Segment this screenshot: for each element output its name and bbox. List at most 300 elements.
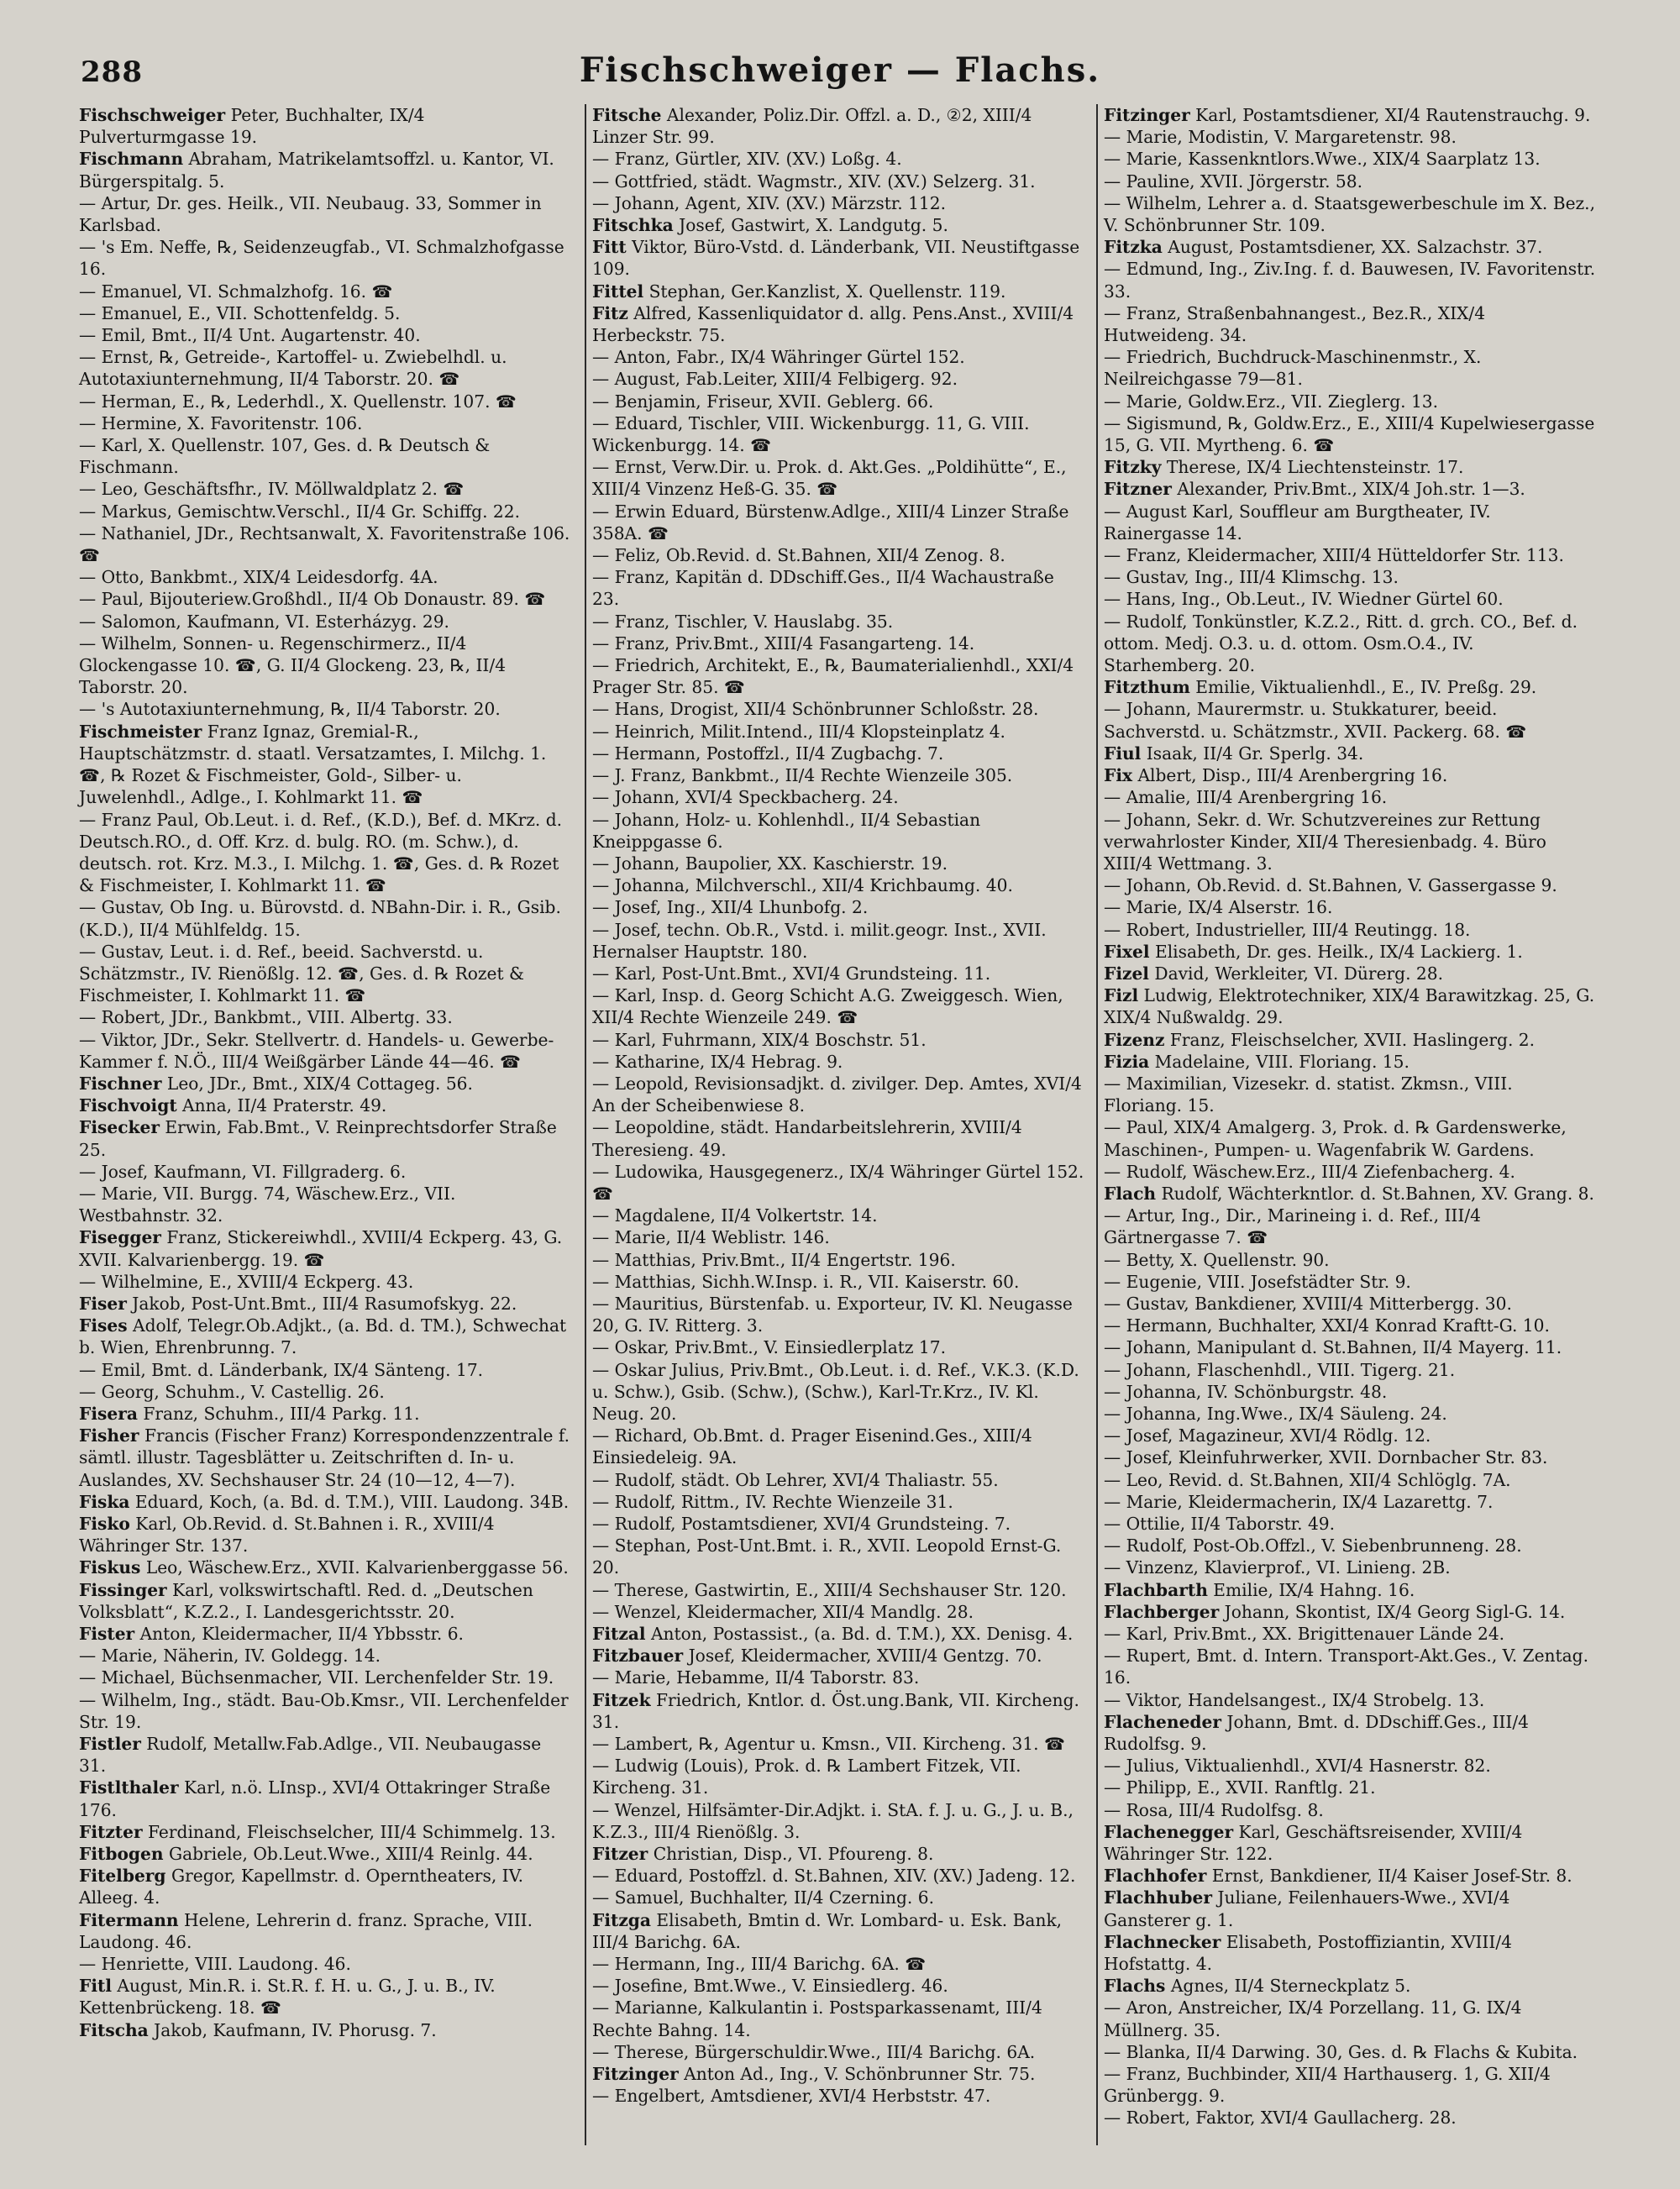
entry-text: Johann, Skontist, IX/4 Georg Sigl-G. 14. xyxy=(1219,1601,1566,1622)
entry-surname: Flachnecker xyxy=(1104,1931,1221,1952)
directory-entry xyxy=(1104,1513,1596,1535)
directory-entry xyxy=(79,1381,571,1403)
directory-entry xyxy=(79,1073,571,1094)
directory-entry xyxy=(592,786,1084,808)
entry-text: — Hermine, X. Favoritenstr. 106. xyxy=(79,412,363,433)
entry-text: — Friedrich, Buchdruck-Maschinenmstr., X. Neilreichgasse 79—81. xyxy=(1104,347,1482,390)
directory-entry xyxy=(79,1909,571,1953)
entry-text: — Rudolf, Post-Ob.Offzl., V. Siebenbrunneng. 28. xyxy=(1104,1535,1522,1556)
directory-entry xyxy=(592,1161,1084,1205)
entry-text: — Vinzenz, Klavierprof., VI. Linieng. 2B. xyxy=(1104,1557,1451,1578)
entry-text: Franz, Stickereiwhdl., XVIII/4 Eckperg. 43, G. XVII. Kalvarienbergg. 19. ☎ xyxy=(79,1227,563,1270)
entry-text: Therese, IX/4 Liechtensteinstr. 17. xyxy=(1161,457,1464,478)
directory-entry xyxy=(592,1645,1084,1667)
directory-entry xyxy=(1104,2041,1596,2063)
directory-entry xyxy=(592,2041,1084,2063)
entry-surname: Fisher xyxy=(79,1425,139,1446)
entry-text: Elisabeth, Bmtin d. Wr. Lombard- u. Esk. Bank, III/4 Barichg. 6A. xyxy=(592,1909,1063,1952)
directory-entry xyxy=(1104,1315,1596,1336)
entry-text: Karl, Geschäftsreisender, XVIII/4 Währinger Str. 122. xyxy=(1104,1821,1523,1865)
entry-text: — Otto, Bankbmt., XIX/4 Leidesdorfg. 4A. xyxy=(79,567,438,588)
entry-text: — Ludwig (Louis), Prok. d. ℞ Lambert Fitzek, VII. Kircheng. 31. xyxy=(592,1756,1021,1798)
entry-text: Alexander, Priv.Bmt., XIX/4 Joh.str. 1—3. xyxy=(1171,479,1525,500)
entry-text: — Ernst, ℞, Getreide-, Kartoffel- u. Zwiebelhdl. u. Autotaxiunternehmung, II/4 Taborstr. 20. ☎ xyxy=(79,347,507,390)
entry-text: Ernst, Bankdiener, II/4 Kaiser Josef-Str. 8. xyxy=(1206,1866,1572,1887)
directory-entry xyxy=(1104,412,1596,456)
directory-entry xyxy=(1104,1711,1596,1755)
directory-entry xyxy=(592,1359,1084,1425)
entry-text: Stephan, Ger.Kanzlist, X. Quellenstr. 119. xyxy=(643,281,1006,302)
entry-text: — Oskar Julius, Priv.Bmt., Ob.Leut. i. d. Ref., V.K.3. (K.D. u. Schw.), Gsib. (Schw.), (Schw.), Karl-Tr.Krz., IV. Kl. Neug. 20. xyxy=(592,1359,1079,1424)
directory-entry xyxy=(1104,984,1596,1028)
directory-entry xyxy=(1104,1293,1596,1315)
directory-entry xyxy=(1104,148,1596,170)
entry-text: — Karl, Priv.Bmt., XX. Brigittenauer Lände 24. xyxy=(1104,1624,1505,1645)
entry-text: — Johann, Maurermstr. u. Stukkaturer, beeid. Sachverstd. u. Schätzmstr., XVII. Packerg. 68. ☎ xyxy=(1104,699,1527,742)
entry-text: — Ludowika, Hausgegenerz., IX/4 Währinger Gürtel 152. ☎ xyxy=(592,1161,1084,1204)
entry-surname: Fitsche xyxy=(592,105,662,125)
entry-text: — Karl, Fuhrmann, XIX/4 Boschstr. 51. xyxy=(592,1029,927,1050)
entry-surname: Fistlthaler xyxy=(79,1777,179,1798)
directory-entry xyxy=(592,1865,1084,1887)
entry-text: Alfred, Kassenliquidator d. allg. Pens.Anst., XVIII/4 Herbeckstr. 75. xyxy=(592,302,1074,346)
entry-text: — Gottfried, städt. Wagmstr., XIV. (XV.) Selzerg. 31. xyxy=(592,171,1036,192)
entry-text: — Henriette, VIII. Laudong. 46. xyxy=(79,1954,351,1975)
directory-entry xyxy=(79,346,571,390)
entry-text: — Erwin Eduard, Bürstenw.Adlge., XIII/4 Linzer Straße 358A. ☎ xyxy=(592,501,1069,543)
directory-entry xyxy=(592,1513,1084,1535)
directory-entry xyxy=(79,434,571,478)
entry-text: — Viktor, JDr., Sekr. Stellvertr. d. Handels- u. Gewerbe-Kammer f. N.Ö., III/4 Weißgärber Lände 44—46. ☎ xyxy=(79,1029,554,1072)
entry-surname: Fizenz xyxy=(1104,1029,1165,1050)
directory-column-3 xyxy=(1104,104,1596,2129)
directory-entry xyxy=(592,1205,1084,1226)
directory-entry xyxy=(1104,236,1596,258)
entry-text: — Gustav, Ob Ing. u. Bürovstd. d. NBahn-Dir. i. R., Gsib. (K.D.), II/4 Mühlfeldg. 15. xyxy=(79,897,561,940)
directory-entry xyxy=(1104,676,1596,698)
directory-entry xyxy=(1104,1073,1596,1116)
directory-entry xyxy=(79,1293,571,1315)
directory-entry xyxy=(1104,566,1596,588)
directory-column-1 xyxy=(79,104,571,2041)
entry-text: — Franz, Buchbinder, XII/4 Harthauserg. 1, G. XII/4 Grünbergg. 9. xyxy=(1104,2064,1551,2107)
entry-text: — Therese, Gastwirtin, E., XIII/4 Sechshauser Str. 120. xyxy=(592,1579,1067,1600)
entry-text: — Aron, Anstreicher, IX/4 Porzellang. 11, G. IX/4 Müllnerg. 35. xyxy=(1104,1997,1522,2040)
directory-entry xyxy=(592,104,1084,148)
directory-entry xyxy=(592,456,1084,500)
directory-entry xyxy=(592,302,1084,346)
directory-entry xyxy=(1104,1931,1596,1975)
entry-text: — Edmund, Ing., Ziv.Ing. f. d. Bauwesen, IV. Favoritenstr. 33. xyxy=(1104,259,1596,302)
directory-entry xyxy=(592,1051,1084,1073)
entry-text: — Franz, Priv.Bmt., XIII/4 Fasangarteng. 14. xyxy=(592,633,975,654)
directory-entry xyxy=(1104,1579,1596,1601)
running-head: Fischschweiger — Flachs. xyxy=(579,50,1101,90)
directory-entry xyxy=(1104,1623,1596,1645)
directory-entry xyxy=(592,1843,1084,1865)
entry-text: Anna, II/4 Praterstr. 49. xyxy=(176,1095,387,1116)
entry-surname: Fischschweiger xyxy=(79,105,226,125)
entry-text: — Wilhelmine, E., XVIII/4 Eckperg. 43. xyxy=(79,1271,414,1292)
directory-entry xyxy=(592,1975,1084,1997)
entry-surname: Fitt xyxy=(592,237,627,258)
directory-entry xyxy=(592,896,1084,918)
directory-entry xyxy=(592,1073,1084,1116)
directory-entry xyxy=(79,1094,571,1116)
directory-entry xyxy=(79,633,571,699)
entry-text: Ludwig, Elektrotechniker, XIX/4 Barawitzkag. 25, G. XIX/4 Nußwaldg. 29. xyxy=(1104,985,1595,1028)
entry-surname: Fix xyxy=(1104,765,1133,786)
entry-text: — Rudolf, Tonkünstler, K.Z.2., Ritt. d. grch. CO., Bef. d. ottom. Medj. O.3. u. d. ottom. Osm.O.4., IV. Starhemberg. 20. xyxy=(1104,611,1578,676)
entry-text: — Emil, Bmt. d. Länderbank, IX/4 Sänteng. 17. xyxy=(79,1359,484,1380)
directory-entry xyxy=(79,1513,571,1556)
directory-entry xyxy=(1104,786,1596,808)
entry-text: — Emanuel, VI. Schmalzhofg. 16. ☎ xyxy=(79,281,393,302)
entry-surname: Fissinger xyxy=(79,1579,167,1600)
directory-entry xyxy=(1104,2063,1596,2107)
directory-entry xyxy=(79,1821,571,1843)
directory-entry xyxy=(1104,302,1596,346)
directory-entry xyxy=(79,1865,571,1908)
directory-entry xyxy=(592,501,1084,544)
directory-entry xyxy=(1104,258,1596,302)
entry-surname: Fizl xyxy=(1104,985,1139,1006)
directory-entry xyxy=(79,896,571,940)
entry-text: Karl, Ob.Revid. d. St.Bahnen i. R., XVIII/4 Währinger Str. 137. xyxy=(79,1514,495,1556)
entry-text: Leo, Wäschew.Erz., XVII. Kalvarienberggasse 56. xyxy=(140,1557,569,1578)
directory-entry xyxy=(592,1491,1084,1513)
directory-entry xyxy=(592,853,1084,874)
entry-text: Helene, Lehrerin d. franz. Sprache, VIII. Laudong. 46. xyxy=(79,1909,533,1952)
entry-text: — Hermann, Ing., III/4 Barichg. 6A. ☎ xyxy=(592,1954,927,1975)
entry-text: — Karl, X. Quellenstr. 107, Ges. d. ℞ Deutsch & Fischmann. xyxy=(79,435,491,478)
entry-text: — Gustav, Leut. i. d. Ref., beeid. Sachverstd. u. Schätzmstr., IV. Rienößlg. 12. ☎, Ges. d. ℞ Rozet & Fischmeister, I. Kohlmarkt 11. ☎ xyxy=(79,941,525,1006)
directory-entry xyxy=(1104,126,1596,148)
directory-entry xyxy=(592,1953,1084,1975)
directory-entry xyxy=(592,1226,1084,1248)
directory-entry xyxy=(592,2085,1084,2107)
entry-text: — Wenzel, Kleidermacher, XII/4 Mandlg. 28. xyxy=(592,1601,974,1622)
directory-entry xyxy=(79,1359,571,1381)
entry-text: Gabriele, Ob.Leut.Wwe., XIII/4 Reinlg. 44. xyxy=(163,1844,533,1865)
entry-surname: Fitelberg xyxy=(79,1866,166,1887)
directory-entry xyxy=(592,1755,1084,1798)
entry-surname: Fizia xyxy=(1104,1051,1150,1072)
directory-entry xyxy=(592,1425,1084,1468)
entry-surname: Flachhuber xyxy=(1104,1887,1213,1908)
directory-entry xyxy=(79,1667,571,1688)
directory-entry xyxy=(592,743,1084,764)
directory-entry xyxy=(1104,896,1596,918)
entry-surname: Fitzek xyxy=(592,1689,651,1710)
entry-text: — Emil, Bmt., II/4 Unt. Augartenstr. 40. xyxy=(79,325,421,346)
directory-entry xyxy=(79,236,571,280)
directory-entry xyxy=(1104,941,1596,963)
directory-entry xyxy=(1104,743,1596,764)
entry-surname: Fitz xyxy=(592,302,628,323)
entry-text: Elisabeth, Postoffiziantin, XVIII/4 Hofstattg. 4. xyxy=(1104,1931,1513,1975)
entry-surname: Flachhofer xyxy=(1104,1866,1207,1887)
directory-entry xyxy=(1104,1425,1596,1446)
directory-entry xyxy=(592,412,1084,456)
entry-text: Agnes, II/4 Sterneckplatz 5. xyxy=(1165,1976,1411,1997)
column-divider xyxy=(585,104,586,2145)
directory-entry xyxy=(79,1556,571,1578)
directory-entry xyxy=(592,192,1084,214)
directory-entry xyxy=(592,874,1084,896)
directory-entry xyxy=(1104,1205,1596,1248)
directory-entry xyxy=(592,698,1084,720)
directory-entry xyxy=(1104,501,1596,544)
directory-entry xyxy=(1104,391,1596,412)
entry-text: — Benjamin, Friseur, XVII. Geblerg. 66. xyxy=(592,391,934,412)
entry-text: Peter, Buchhalter, IX/4 Pulverturmgasse 19. xyxy=(79,105,425,148)
entry-text: — Gustav, Ing., III/4 Klimschg. 13. xyxy=(1104,567,1399,588)
directory-entry xyxy=(592,1997,1084,2040)
entry-surname: Fischvoigt xyxy=(79,1095,177,1116)
entry-surname: Fixel xyxy=(1104,941,1150,962)
directory-entry xyxy=(592,1293,1084,1336)
entry-text: — Rosa, III/4 Rudolfsg. 8. xyxy=(1104,1799,1324,1820)
entry-text: — Rudolf, Wäschew.Erz., III/4 Ziefenbacherg. 4. xyxy=(1104,1161,1515,1182)
entry-text: Elisabeth, Dr. ges. Heilk., IX/4 Lackierg. 1. xyxy=(1149,941,1523,962)
entry-text: Karl, Postamtsdiener, XI/4 Rautenstrauchg. 9. xyxy=(1189,105,1591,125)
entry-text: — Karl, Post-Unt.Bmt., XVI/4 Grundsteing. 11. xyxy=(592,963,991,984)
entry-text: Franz Ignaz, Gremial-R., Hauptschätzmstr. d. staatl. Versatzamtes, I. Milchg. 1. ☎, ℞ Rozet & Fischmeister, Gold-, Silber- u. Juwelenhdl., Adlge., I. Kohlmarkt 11. ☎ xyxy=(79,721,547,808)
directory-entry xyxy=(79,104,571,148)
entry-text: — Marie, IX/4 Alserstr. 16. xyxy=(1104,897,1333,918)
directory-entry xyxy=(592,346,1084,368)
entry-text: — Lambert, ℞, Agentur u. Kmsn., VII. Kircheng. 31. ☎ xyxy=(592,1734,1066,1755)
directory-entry xyxy=(1104,1601,1596,1623)
entry-text: Ferdinand, Fleischselcher, III/4 Schimmelg. 13. xyxy=(142,1821,556,1842)
entry-text: Isaak, II/4 Gr. Sperlg. 34. xyxy=(1141,743,1364,764)
entry-text: Franz, Schuhm., III/4 Parkg. 11. xyxy=(137,1403,420,1424)
entry-text: — Josef, techn. Ob.R., Vstd. i. milit.geogr. Inst., XVII. Hernalser Hauptstr. 180. xyxy=(592,919,1047,962)
entry-surname: Flachberger xyxy=(1104,1601,1220,1622)
entry-surname: Fitzal xyxy=(592,1624,646,1645)
entry-text: — Markus, Gemischtw.Verschl., II/4 Gr. Schiffg. 22. xyxy=(79,501,521,522)
entry-text: — Hans, Ing., Ob.Leut., IV. Wiedner Gürtel 60. xyxy=(1104,589,1504,610)
entry-text: Adolf, Telegr.Ob.Adjkt., (a. Bd. d. TM.), Schwechat b. Wien, Ehrenbrunng. 7. xyxy=(79,1315,567,1358)
directory-entry xyxy=(592,1667,1084,1688)
directory-entry xyxy=(79,1777,571,1820)
directory-entry xyxy=(79,1953,571,1975)
entry-text: — Rudolf, Postamtsdiener, XVI/4 Grundsteing. 7. xyxy=(592,1514,1011,1534)
entry-text: — Johann, Baupolier, XX. Kaschierstr. 19. xyxy=(592,853,948,874)
entry-text: — Johann, Manipulant d. St.Bahnen, II/4 Mayerg. 11. xyxy=(1104,1337,1562,1358)
directory-entry xyxy=(592,236,1084,280)
entry-surname: Fisera xyxy=(79,1403,138,1424)
entry-surname: Flachs xyxy=(1104,1976,1166,1997)
entry-text: — Emanuel, E., VII. Schottenfeldg. 5. xyxy=(79,302,401,323)
directory-entry xyxy=(79,1491,571,1513)
entry-text: — Johann, XVI/4 Speckbacherg. 24. xyxy=(592,787,899,808)
entry-text: — Leopold, Revisionsadjkt. d. zivilger. Dep. Amtes, XVI/4 An der Scheibenwiese 8. xyxy=(592,1073,1082,1116)
entry-text: — Marianne, Kalkulantin i. Postsparkassenamt, III/4 Rechte Bahng. 14. xyxy=(592,1997,1042,2040)
entry-text: August, Min.R. i. St.R. f. H. u. G., J. u. B., IV. Kettenbrückeng. 18. ☎ xyxy=(79,1976,496,2018)
entry-surname: Flachbarth xyxy=(1104,1579,1208,1600)
directory-entry xyxy=(592,368,1084,390)
entry-text: — Paul, XIX/4 Amalgerg. 3, Prok. d. ℞ Gardenswerke, Maschinen-, Pumpen- u. Wagenfabrik W. Gardens. xyxy=(1104,1117,1567,1160)
entry-text: — Matthias, Sichh.W.Insp. i. R., VII. Kaiserstr. 60. xyxy=(592,1271,1020,1292)
entry-text: — Johanna, IV. Schönburgstr. 48. xyxy=(1104,1381,1388,1402)
directory-entry xyxy=(1104,1645,1596,1688)
directory-entry xyxy=(592,1579,1084,1601)
directory-entry xyxy=(79,148,571,192)
entry-text: — Hans, Drogist, XII/4 Schönbrunner Schloßstr. 28. xyxy=(592,699,1039,720)
entry-text: — Friedrich, Architekt, E., ℞, Baumaterialienhdl., XXI/4 Prager Str. 85. ☎ xyxy=(592,655,1074,698)
entry-surname: Fises xyxy=(79,1315,128,1336)
entry-surname: Fiul xyxy=(1104,743,1142,764)
entry-text: — Johanna, Ing.Wwe., IX/4 Säuleng. 24. xyxy=(1104,1403,1447,1424)
directory-entry xyxy=(1104,1403,1596,1425)
directory-entry xyxy=(1104,611,1596,677)
directory-entry xyxy=(79,281,571,302)
entry-surname: Flachenegger xyxy=(1104,1821,1234,1842)
directory-entry xyxy=(79,1733,571,1777)
directory-entry xyxy=(1104,874,1596,896)
entry-text: Alexander, Poliz.Dir. Offzl. a. D., ②2, XIII/4 Linzer Str. 99. xyxy=(592,105,1032,148)
directory-entry xyxy=(79,1689,571,1733)
entry-text: — Mauritius, Bürstenfab. u. Exporteur, IV. Kl. Neugasse 20, G. IV. Ritterg. 3. xyxy=(592,1293,1073,1336)
entry-text: Emilie, Viktualienhdl., E., IV. Preßg. 29. xyxy=(1189,677,1537,698)
directory-entry xyxy=(79,1006,571,1028)
directory-entry xyxy=(1104,171,1596,192)
directory-entry xyxy=(592,611,1084,633)
entry-surname: Fitbogen xyxy=(79,1844,164,1865)
entry-text: Francis (Fischer Franz) Korrespondenzzentrale f. sämtl. illustr. Tagesblätter u. Zeitschriften d. In- u. Auslandes, XV. Sechshauser Str. 24 (10—12, 4—7). xyxy=(79,1425,570,1490)
entry-text: Leo, JDr., Bmt., XIX/4 Cottageg. 56. xyxy=(161,1073,473,1094)
entry-surname: Flacheneder xyxy=(1104,1711,1222,1732)
directory-entry xyxy=(79,1425,571,1491)
entry-text: — Josef, Kaufmann, VI. Fillgraderg. 6. xyxy=(79,1161,407,1182)
entry-text: — Artur, Ing., Dir., Marineing i. d. Ref., III/4 Gärtnergasse 7. ☎ xyxy=(1104,1205,1482,1248)
entry-text: — Franz, Tischler, V. Hauslabg. 35. xyxy=(592,611,894,632)
entry-text: — Gustav, Bankdiener, XVIII/4 Mitterbergg. 30. xyxy=(1104,1293,1512,1314)
directory-entry xyxy=(1104,1535,1596,1556)
entry-text: — Marie, Näherin, IV. Goldegg. 14. xyxy=(79,1646,381,1667)
entry-surname: Fitzinger xyxy=(1104,105,1190,125)
entry-text: — Wenzel, Hilfsämter-Dir.Adjkt. i. StA. f. J. u. G., J. u. B., K.Z.3., III/4 Rienößlg. 3. xyxy=(592,1799,1074,1842)
directory-entry xyxy=(592,1601,1084,1623)
entry-surname: Fischner xyxy=(79,1073,162,1094)
entry-surname: Fischmann xyxy=(79,149,184,170)
directory-entry xyxy=(79,324,571,346)
directory-entry xyxy=(79,1183,571,1226)
directory-entry xyxy=(1104,698,1596,742)
directory-entry xyxy=(79,1403,571,1425)
entry-text: — Wilhelm, Lehrer a. d. Staatsgewerbeschule im X. Bez., V. Schönbrunner Str. 109. xyxy=(1104,192,1596,236)
directory-entry xyxy=(79,1161,571,1183)
entry-text: — Wilhelm, Sonnen- u. Regenschirmerz., II/4 Glockengasse 10. ☎, G. II/4 Glockeng. 23, ℞, II/4 Taborstr. 20. xyxy=(79,633,507,698)
directory-entry xyxy=(592,721,1084,743)
entry-text: — August, Fab.Leiter, XIII/4 Felbigerg. 92. xyxy=(592,369,958,390)
directory-entry xyxy=(592,281,1084,302)
directory-entry xyxy=(1104,1161,1596,1183)
directory-entry xyxy=(592,654,1084,698)
entry-surname: Fitzter xyxy=(79,1821,143,1842)
directory-entry xyxy=(592,2063,1084,2085)
directory-entry xyxy=(79,1315,571,1358)
entry-text: — Paul, Bijouteriew.Großhdl., II/4 Ob Donaustr. 89. ☎ xyxy=(79,589,546,610)
entry-text: — Oskar, Priv.Bmt., V. Einsiedlerplatz 17. xyxy=(592,1337,947,1358)
directory-entry xyxy=(592,214,1084,236)
entry-text: — Wilhelm, Ing., städt. Bau-Ob.Kmsr., VII. Lerchenfelder Str. 19. xyxy=(79,1689,569,1732)
directory-entry xyxy=(1104,588,1596,610)
directory-entry xyxy=(592,984,1084,1028)
directory-entry xyxy=(1104,1271,1596,1293)
entry-text: — Johann, Ob.Revid. d. St.Bahnen, V. Gassergasse 9. xyxy=(1104,875,1557,896)
directory-entry xyxy=(592,148,1084,170)
entry-text: — Heinrich, Milit.Intend., III/4 Klopsteinplatz 4. xyxy=(592,721,1005,742)
entry-text: — Julius, Viktualienhdl., XVI/4 Hasnerstr. 82. xyxy=(1104,1756,1491,1777)
page-header xyxy=(0,49,1680,99)
entry-text: Johann, Bmt. d. DDschiff.Ges., III/4 Rudolfsg. 9. xyxy=(1104,1711,1530,1755)
entry-text: — Johann, Holz- u. Kohlenhdl., II/4 Sebastian Kneippgasse 6. xyxy=(592,809,981,852)
entry-surname: Fitzka xyxy=(1104,237,1163,258)
entry-text: — Robert, Faktor, XVI/4 Gaullacherg. 28. xyxy=(1104,2108,1457,2129)
entry-text: Karl, n.ö. LInsp., XVI/4 Ottakringer Straße 176. xyxy=(79,1777,551,1820)
entry-text: — Stephan, Post-Unt.Bmt. i. R., XVII. Leopold Ernst-G. 20. xyxy=(592,1535,1062,1578)
entry-text: — Josef, Magazineur, XVI/4 Rödlg. 12. xyxy=(1104,1425,1431,1446)
entry-surname: Fitzthum xyxy=(1104,677,1190,698)
directory-entry xyxy=(1104,104,1596,126)
directory-entry xyxy=(592,1689,1084,1733)
entry-text: — Marie, VII. Burgg. 74, Wäschew.Erz., VII. Westbahnstr. 32. xyxy=(79,1183,456,1226)
entry-text: Madelaine, VIII. Floriang. 15. xyxy=(1149,1051,1410,1072)
directory-entry xyxy=(1104,1051,1596,1073)
directory-entry xyxy=(79,566,571,588)
entry-text: — Rudolf, städt. Ob Lehrer, XVI/4 Thaliastr. 55. xyxy=(592,1469,999,1490)
directory-entry xyxy=(79,1975,571,2018)
entry-surname: Fitschka xyxy=(592,215,674,236)
entry-text: — Betty, X. Quellenstr. 90. xyxy=(1104,1249,1330,1270)
entry-text: — Viktor, Handelsangest., IX/4 Strobelg. 13. xyxy=(1104,1689,1485,1710)
directory-entry xyxy=(79,1645,571,1667)
entry-surname: Fistler xyxy=(79,1734,141,1755)
entry-text: — Nathaniel, JDr., Rechtsanwalt, X. Favoritenstraße 106. ☎ xyxy=(79,522,570,566)
entry-surname: Fittel xyxy=(592,281,644,302)
entry-surname: Fischmeister xyxy=(79,721,202,742)
directory-entry xyxy=(79,1579,571,1623)
entry-text: — Johanna, Milchverschl., XII/4 Krichbaumg. 40. xyxy=(592,875,1013,896)
directory-entry xyxy=(1104,1116,1596,1160)
directory-entry xyxy=(1104,1821,1596,1865)
entry-surname: Fitzinger xyxy=(592,2064,679,2085)
entry-surname: Fitscha xyxy=(79,2019,149,2040)
directory-entry xyxy=(592,1029,1084,1051)
directory-entry xyxy=(1104,2107,1596,2129)
directory-entry xyxy=(592,1535,1084,1578)
entry-text: — Karl, Insp. d. Georg Schicht A.G. Zweiggesch. Wien, XII/4 Rechte Wienzeile 249. ☎ xyxy=(592,985,1063,1028)
entry-text: — Engelbert, Amtsdiener, XVI/4 Herbststr. 47. xyxy=(592,2086,991,2107)
directory-entry xyxy=(79,588,571,610)
directory-entry xyxy=(592,1909,1084,1953)
entry-surname: Fiser xyxy=(79,1293,127,1314)
entry-text: Rudolf, Metallw.Fab.Adlge., VII. Neubaugasse 31. xyxy=(79,1734,542,1777)
directory-entry xyxy=(79,1116,571,1160)
directory-entry xyxy=(1104,1887,1596,1930)
directory-entry xyxy=(1104,1755,1596,1777)
directory-column-2 xyxy=(592,104,1084,2107)
directory-entry xyxy=(1104,456,1596,478)
entry-text: Karl, volkswirtschaftl. Red. d. „Deutschen Volksblatt“, K.Z.2., I. Landesgerichtsstr. 20. xyxy=(79,1579,533,1622)
entry-text: Christian, Disp., VI. Pfoureng. 8. xyxy=(648,1844,934,1865)
directory-entry xyxy=(1104,919,1596,941)
entry-text: — Marie, Kassenkntlors.Wwe., XIX/4 Saarplatz 13. xyxy=(1104,149,1541,170)
entry-text: — Josef, Ing., XII/4 Lhunbofg. 2. xyxy=(592,897,869,918)
